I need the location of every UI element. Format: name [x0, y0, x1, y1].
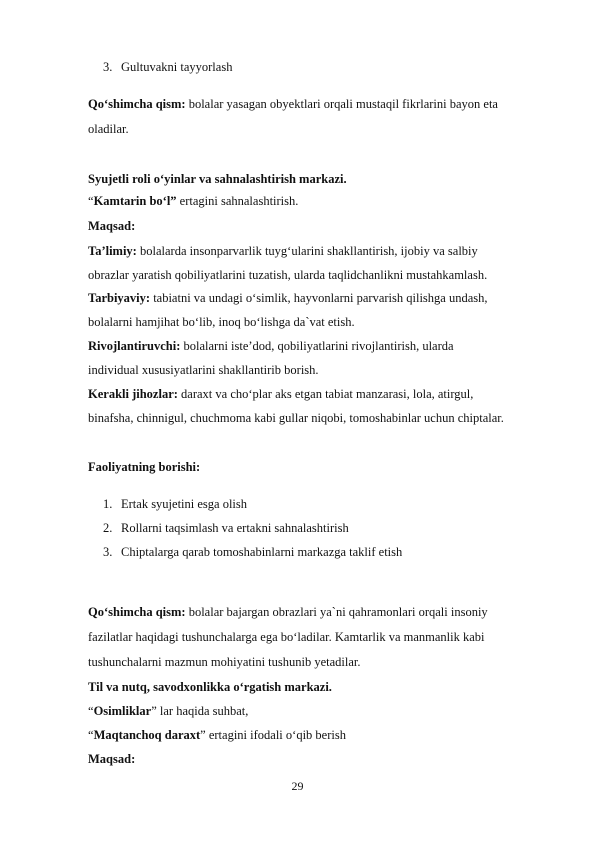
activity-title: “Osimliklar” lar haqida suhbat, [88, 704, 249, 718]
paragraph-line: individual xususiyatlarini shakllantirib borish. [88, 363, 319, 377]
required-equipment: Kerakli jihozlar: daraxt va cho‘plar aks etgan tabiat manzarasi, lola, atirgul, [88, 387, 474, 401]
paragraph-line: bolalarni hamjihat bo‘lib, inoq bo‘lishga da`vat etish. [88, 315, 355, 329]
list-number: 3. [103, 60, 113, 74]
paragraph-line: fazilatlar haqidagi tushunchalarga ega bo‘ladilar. Kamtarlik va manmanlik kabi [88, 630, 485, 644]
paragraph-line: oladilar. [88, 122, 129, 136]
extra-part-paragraph: Qo‘shimcha qism: bolalar bajargan obrazlari ya`ni qahramonlari orqali insoniy [88, 605, 488, 619]
paragraph-line: binafsha, chinnigul, chuchmoma kabi gullar niqobi, tomoshabinlar uchun chiptalar. [88, 411, 504, 425]
extra-part-paragraph: Qo‘shimcha qism: bolalar yasagan obyektlari orqali mustaqil fikrlarini bayon eta [88, 97, 498, 111]
activity-title: “Maqtanchoq daraxt” ertagini ifodali o‘qib berish [88, 728, 346, 742]
section-heading: Syujetli roli o‘yinlar va sahnalashtirish markazi. [88, 172, 347, 186]
upbringing-goal: Tarbiyaviy: tabiatni va undagi o‘simlik, hayvonlarni parvarish qilishga undash, [88, 291, 488, 305]
list-item-text: Gultuvakni tayyorlash [121, 60, 233, 74]
developmental-goal: Rivojlantiruvchi: bolalarni iste’dod, qobiliyatlarini rivojlantirish, ularda [88, 339, 454, 353]
goal-heading: Maqsad: [88, 752, 136, 766]
activity-title: “Kamtarin bo‘l” ertagini sahnalashtirish. [88, 194, 299, 208]
extra-part-label: Qo‘shimcha qism: [88, 97, 186, 111]
list-number: 3. [103, 545, 113, 559]
paragraph-line: tushunchalarni mazmun mohiyatini tushunib yetadilar. [88, 655, 361, 669]
list-number: 2. [103, 521, 113, 535]
paragraph-line: obrazlar yaratish qobiliyatlarini tuzatish, ularda taqlidchanlikni mustahkamlash. [88, 268, 488, 282]
list-item-text: Ertak syujetini esga olish [121, 497, 248, 511]
goal-heading: Maqsad: [88, 219, 136, 233]
section-heading: Til va nutq, savodxonlikka o‘rgatish markazi. [88, 680, 332, 694]
section-heading: Faoliyatning borishi: [88, 460, 201, 474]
list-item-text: Rollarni taqsimlash va ertakni sahnalashtirish [121, 521, 349, 535]
educational-goal: Ta’limiy: bolalarda insonparvarlik tuyg‘ularini shakllantirish, ijobiy va salbiy [88, 244, 478, 258]
extra-part-label: Qo‘shimcha qism: [88, 605, 186, 619]
page-number: 29 [291, 779, 304, 793]
list-number: 1. [103, 497, 113, 511]
list-item-text: Chiptalarga qarab tomoshabinlarni markazga taklif etish [121, 545, 403, 559]
